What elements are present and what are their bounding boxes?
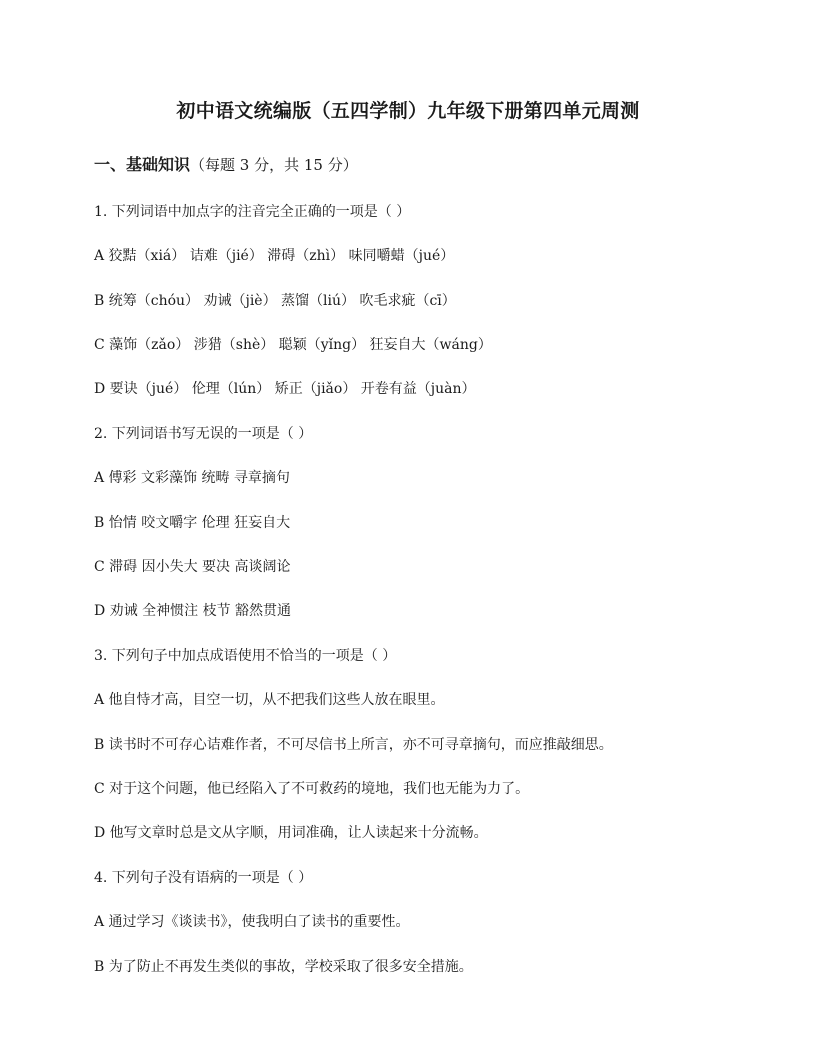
question-3-option-d: D 他写文章时总是文从字顺，用词准确，让人读起来十分流畅。 (94, 825, 488, 841)
section-score-note: （每题 3 分，共 15 分） (190, 156, 358, 174)
question-4-option-a: A 通过学习《谈读书》，使我明白了读书的重要性。 (94, 914, 410, 930)
page-title: 初中语文统编版（五四学制）九年级下册第四单元周测 (176, 100, 640, 122)
question-1-option-d: D 要诀（jué） 伦理（lún） 矫正（jiǎo） 开卷有益（juàn） (94, 381, 476, 397)
question-2-option-d: D 劝诫 全神惯注 枝节 豁然贯通 (94, 603, 292, 619)
question-1-option-c: C 藻饰（zǎo） 涉猎（shè） 聪颖（yǐng） 狂妄自大（wáng） (94, 337, 492, 353)
question-1-option-b: B 统筹（chóu） 劝诫（jiè） 蒸馏（liú） 吹毛求疵（cī） (94, 293, 456, 309)
question-2-stem: 2. 下列词语书写无误的一项是（ ） (94, 426, 313, 442)
question-1-option-a: A 狡黠（xiá） 诘难（jié） 滞碍（zhì） 味同嚼蜡（jué） (94, 248, 455, 264)
question-3-stem: 3. 下列句子中加点成语使用不恰当的一项是（ ） (94, 648, 397, 664)
question-2-option-b: B 怡情 咬文嚼字 伦理 狂妄自大 (94, 515, 291, 531)
section-heading (94, 152, 358, 175)
question-2-option-c: C 滞碍 因小失大 要决 高谈阔论 (94, 559, 291, 575)
question-3-option-b: B 读书时不可存心诘难作者，不可尽信书上所言，亦不可寻章摘句，而应推敲细思。 (94, 737, 613, 753)
question-4-option-b: B 为了防止不再发生类似的事故，学校采取了很多安全措施。 (94, 959, 473, 975)
question-3-option-c: C 对于这个问题，他已经陷入了不可救药的境地，我们也无能为力了。 (94, 781, 530, 797)
question-2-option-a: A 傅彩 文彩藻饰 统畴 寻章摘句 (94, 470, 290, 486)
question-3-option-a: A 他自恃才高，目空一切，从不把我们这些人放在眼里。 (94, 692, 445, 708)
question-1-stem: 1. 下列词语中加点字的注音完全正确的一项是（ ） (94, 204, 411, 220)
question-4-stem: 4. 下列句子没有语病的一项是（ ） (94, 870, 313, 886)
section-heading-text: 一、基础知识 (94, 155, 191, 174)
